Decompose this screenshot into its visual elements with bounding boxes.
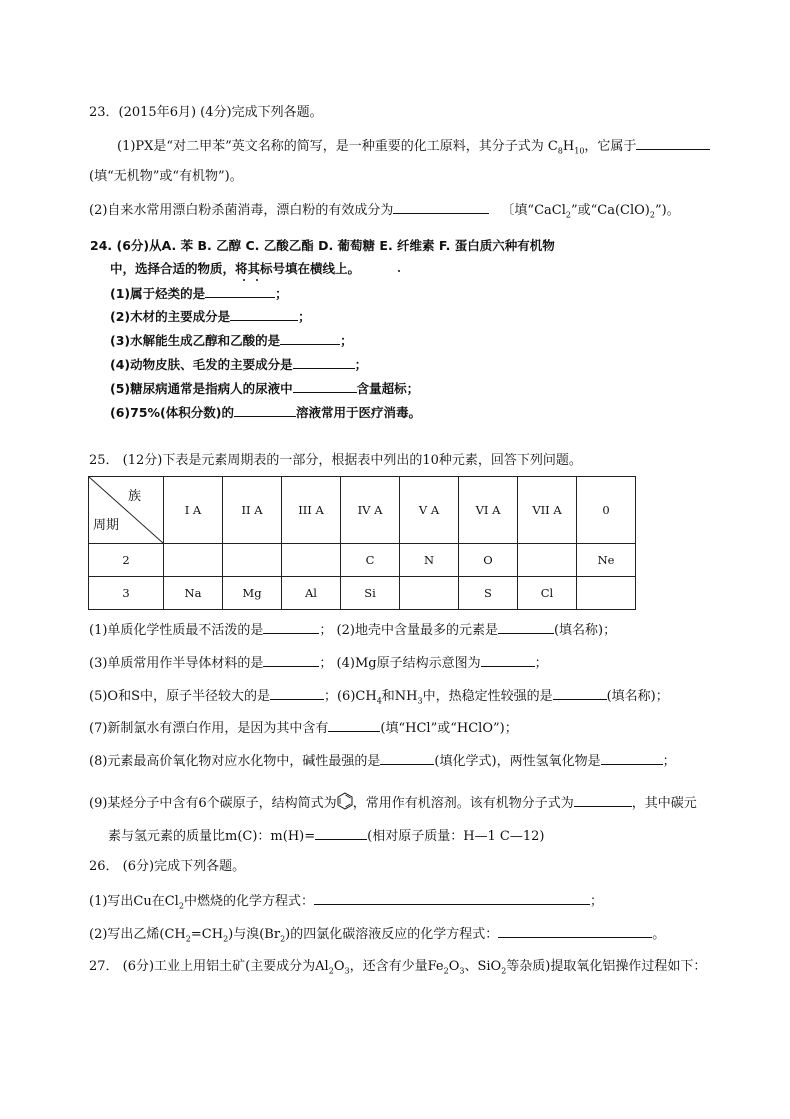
answer-blank[interactable] [263,653,319,667]
emphasis-dot [256,279,258,281]
element-cell: Al [282,577,341,610]
answer-blank[interactable] [314,891,590,905]
q25-line-3: (5)O和S中，原子半径较大的是 ；$(6)CH_4$和$NH_3$中，热稳定性较强的是 (填名称)； [89,686,669,711]
q24-item-2: (2)木材的主要成分是 ； [110,309,311,324]
element-cell [518,544,577,577]
group-header: II A [223,477,282,544]
element-cell [577,577,636,610]
answer-blank[interactable] [263,620,319,634]
answer-blank[interactable] [553,686,607,700]
group-header: V A [400,477,459,544]
benzene-ring-icon [337,792,353,810]
answer-blank[interactable] [315,826,367,840]
answer-blank[interactable] [293,355,355,369]
answer-blank[interactable] [498,620,554,634]
speck-dot [398,270,400,272]
answer-blank[interactable] [498,924,652,938]
answer-blank[interactable] [328,718,380,732]
q24-title: 24. (6分)从A. 苯 B. 乙醇 C. 乙酸乙酯 D. 葡萄糖 E. 纤维素 F. 蛋白质六种有机物 [90,238,555,253]
answer-blank[interactable] [380,751,434,765]
period-cell: 3 [89,577,164,610]
table-corner-cell [89,477,164,544]
q26-part1: (1)写出Cu在$Cl_2$中燃烧的化学方程式： ； [89,891,603,916]
element-cell: S [459,577,518,610]
q24-item-5: (5)糖尿病通常是指病人的尿液中 含量超标； [110,381,420,396]
q27-title: 27． (6分)工业上用铝土矿(主要成分为$Al_2O_3$，还含有少量$Fe_2O_3$、SiO$_2$等杂质)提取氧化铝操作过程如下： [89,959,707,976]
group-header: 0 [577,477,636,544]
table-row [89,544,636,577]
q25-line-2: (3)单质常用作半导体材料的是 ； (4)Mg原子结构示意图为 ； [89,653,548,673]
q25-line-5: (8)元素最高价氧化物对应水化物中，碱性最强的是 (填化学式)，两性氢氧化物是 ； [89,751,676,771]
element-cell: O [459,544,518,577]
q25-line-6: (9)某烃分子中含有6个碳原子，结构简式为 ，常用作有机溶剂。该有机物分子式为 ，其中碳元 [89,792,697,813]
group-header: VII A [518,477,577,544]
q23-title: 23．(2015年6月) (4分)完成下列各题。 [89,105,323,120]
answer-blank[interactable] [293,379,357,393]
q24-item-3: (3)水解能生成乙醇和乙酸的是 ； [110,333,353,348]
group-header: I A [164,477,223,544]
q25-title: 25． (12分)下表是元素周期表的一部分，根据表中列出的10种元素，回答下列问题。 [89,453,582,468]
group-header: IV A [341,477,400,544]
element-cell: Si [341,577,400,610]
answer-blank[interactable] [234,403,296,417]
table-header-row [89,477,636,544]
period-cell: 2 [89,544,164,577]
answer-blank[interactable] [280,331,340,345]
q26-title: 26． (6分)完成下列各题。 [89,859,246,874]
q24-item-6: (6)75%(体积分数)的 溶液常用于医疗消毒。 [110,405,421,420]
answer-blank[interactable] [205,284,275,298]
group-header: III A [282,477,341,544]
header-group-label: 族 [127,489,141,504]
element-cell [164,544,223,577]
element-cell [400,577,459,610]
answer-blank[interactable] [636,136,710,150]
q24-item-4: (4)动物皮肤、毛发的主要成分是 ； [110,357,368,372]
element-cell [223,544,282,577]
q23-part2: (2)自来水常用漂白粉杀菌消毒，漂白粉的有效成分为 〔填“CaCl$_2$”或“$Ca(ClO)_2$”)。 [89,200,680,225]
answer-blank[interactable] [574,793,632,807]
element-cell: N [400,544,459,577]
emphasis-dot [243,279,245,281]
element-cell: Na [164,577,223,610]
q24-item-1: (1)属于烃类的是 ； [110,286,288,301]
answer-blank[interactable] [601,751,663,765]
q26-part2: (2)写出乙烯$(CH_2=CH_2)$与溴$(Br_2)$的四氯化碳溶液反应的化学方程式： 。 [89,924,665,949]
answer-blank[interactable] [270,686,324,700]
q25-line-4: (7)新制氯水有漂白作用，是因为其中含有 (填“HCl”或“HClO”)； [89,718,518,738]
answer-blank[interactable] [393,200,489,214]
element-cell: C [341,544,400,577]
q23-part1-cont: (填“无机物”或“有机物”)。 [89,169,243,184]
diagonal-divider [89,477,163,543]
answer-blank[interactable] [481,653,535,667]
group-header: VI A [459,477,518,544]
q25-line-7: 素与氢元素的质量比m(C)：m(H)= (相对原子质量：H—1 C—12) [108,826,545,846]
periodic-table-excerpt [88,476,636,610]
element-cell: Cl [518,577,577,610]
q23-part1: (1)PX是“对二甲苯”英文名称的简写，是一种重要的化工原料，其分子式为 $C_8H_{10}$，它属于 [117,136,710,161]
q25-line-1: (1)单质化学性质最不活泼的是 ； (2)地壳中含量最多的元素是 (填名称)； [89,620,616,640]
header-period-label: 周期 [93,518,120,533]
element-cell: Ne [577,544,636,577]
q24-instruction: 中，选择合适的物质，将其标号填在横线上。 [110,261,361,276]
table-row [89,577,636,610]
element-cell: Mg [223,577,282,610]
element-cell [282,544,341,577]
answer-blank[interactable] [230,307,298,321]
